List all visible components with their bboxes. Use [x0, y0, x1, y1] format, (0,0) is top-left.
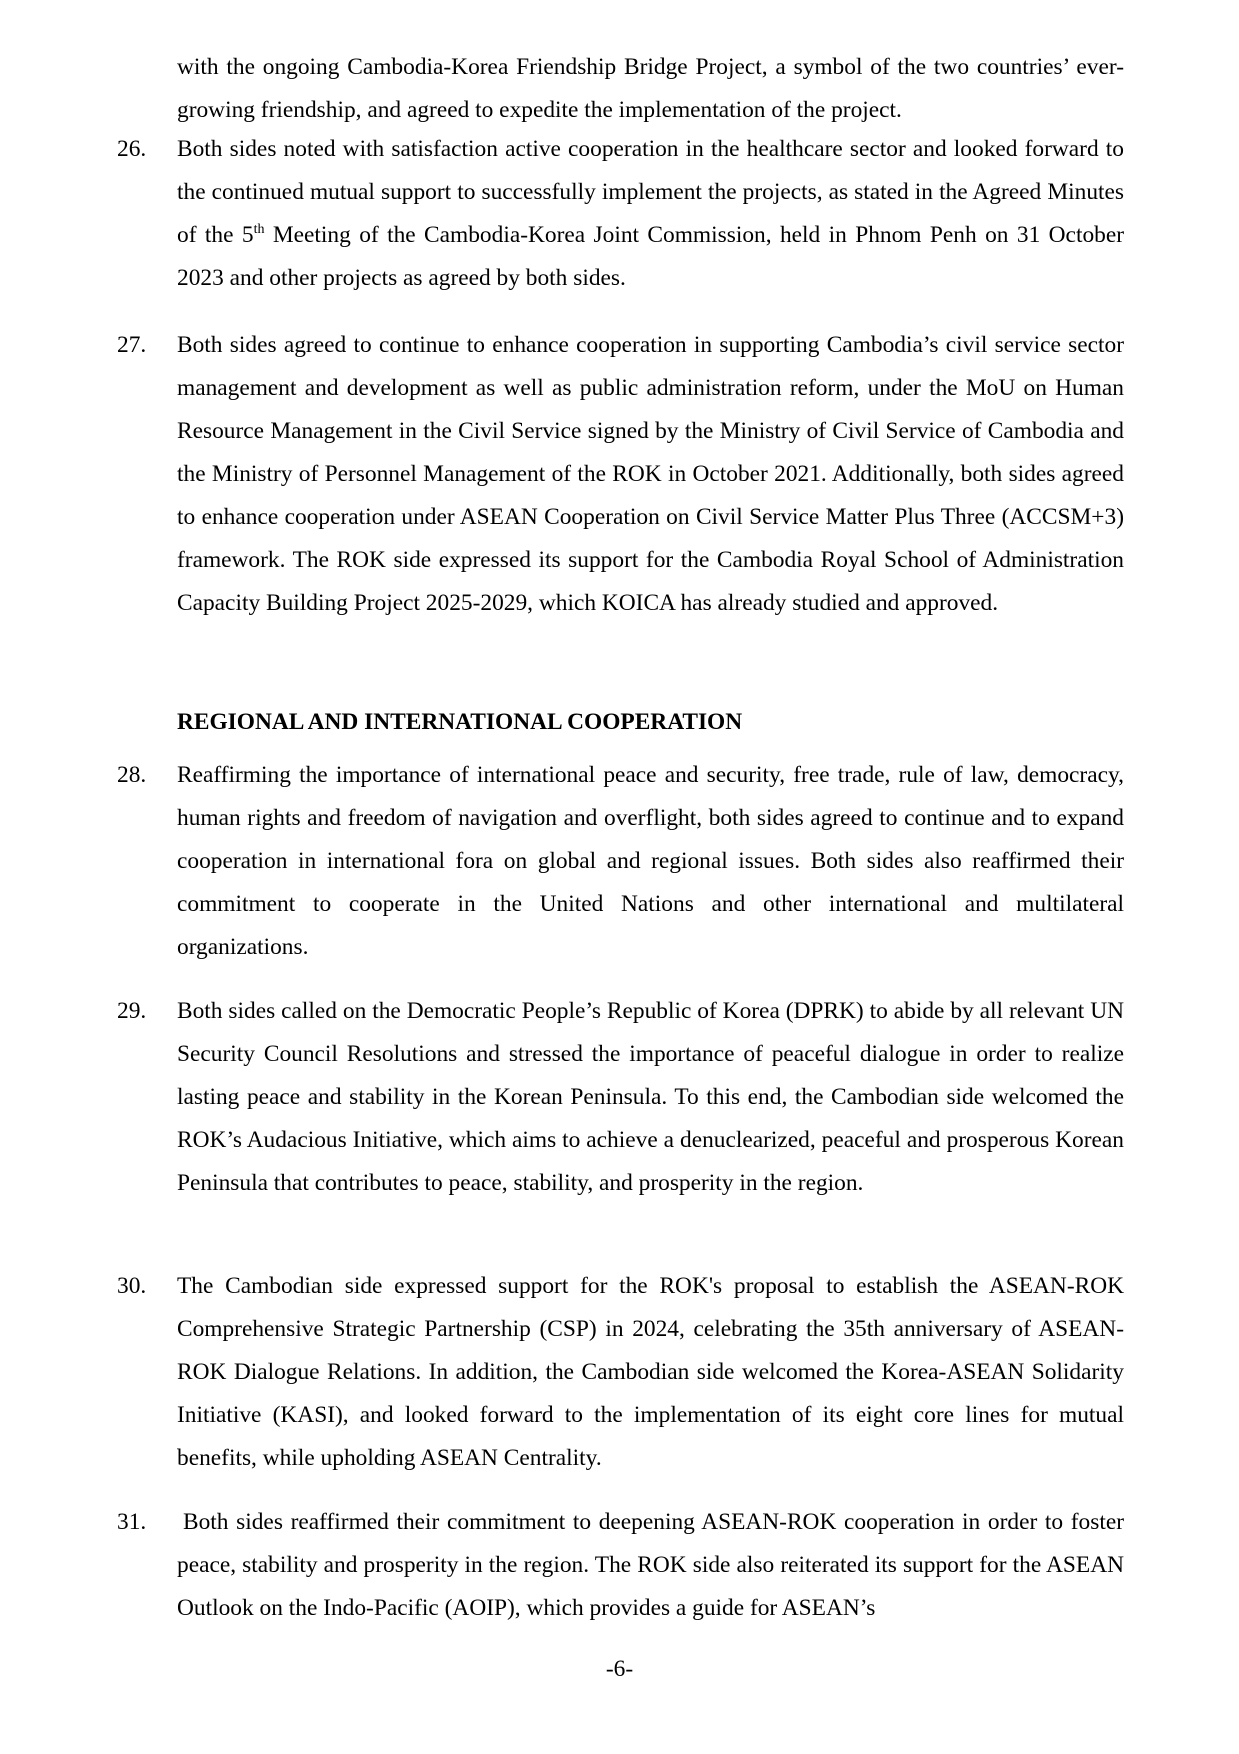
paragraph-26: [177, 128, 1124, 300]
paragraph-28: Reaffirming the importance of international peace and security, free trade, rule of law, democracy, human rights and freedom of navigation and overflight, both sides agreed to continue and to expand cooperation in international fora on global and regional issues. Both sides also reaffirmed their commitment to cooperate in the United Nations and other international and multilateral organizations.: [177, 762, 1124, 960]
section-heading: REGIONAL AND INTERNATIONAL COOPERATION: [177, 709, 743, 735]
paragraph-29: Both sides called on the Democratic People’s Republic of Korea (DPRK) to abide by all relevant UN Security Council Resolutions and stressed the importance of peaceful dialogue in order to realize lasting peace and stability in the Korean Peninsula. To this end, the Cambodian side welcomed the ROK’s Audacious Initiative, which aims to achieve a denuclearized, peaceful and prosperous Korean Peninsula that contributes to peace, stability, and prosperity in the region.: [177, 998, 1124, 1196]
paragraph-27: Both sides agreed to continue to enhance cooperation in supporting Cambodia’s civil service sector management and development as well as public administration reform, under the MoU on Human Resource Management in the Civil Service signed by the Ministry of Civil Service of Cambodia and the Ministry of Personnel Management of the ROK in October 2021. Additionally, both sides agreed to enhance cooperation under ASEAN Cooperation on Civil Service Matter Plus Three (ACCSM+3) framework. The ROK side expressed its support for the Cambodia Royal School of Administration Capacity Building Project 2025-2029, which KOICA has already studied and approved.: [177, 332, 1124, 616]
continuation-paragraph: with the ongoing Cambodia-Korea Friendship Bridge Project, a symbol of the two countries’ ever-growing friendship, and agreed to expedite the implementation of the project.: [177, 54, 1124, 123]
paragraph-number-31: 31.: [117, 1509, 147, 1535]
paragraph-30: The Cambodian side expressed support for the ROK's proposal to establish the ASEAN-ROK Comprehensive Strategic Partnership (CSP) in 2024, celebrating the 35th anniversary of ASEAN-ROK Dialogue Relations. In addition, the Cambodian side welcomed the Korea-ASEAN Solidarity Initiative (KASI), and looked forward to the implementation of its eight core lines for mutual benefits, while upholding ASEAN Centrality.: [177, 1273, 1124, 1471]
paragraph-number-30: 30.: [117, 1273, 147, 1299]
paragraph-26-text-b: Meeting of the Cambodia-Korea Joint Commission, held in Phnom Penh on 31 October 2023 and other projects as agreed by both sides.: [177, 222, 1125, 291]
paragraph-number-26: 26.: [117, 136, 147, 162]
paragraph-26-superscript: th: [253, 222, 265, 238]
paragraph-26-text-a: Both sides noted with satisfaction active cooperation in the healthcare sector and looked forward to the continued mutual support to successfully implement the projects, as stated in the Agreed Minutes of the 5: [177, 136, 1124, 248]
paragraph-number-29: 29.: [117, 998, 147, 1024]
page-number: -6-: [605, 1656, 634, 1682]
paragraph-number-27: 27.: [117, 332, 147, 358]
paragraph-31: Both sides reaffirmed their commitment to deepening ASEAN-ROK cooperation in order to foster peace, stability and prosperity in the region. The ROK side also reiterated its support for the ASEAN Outlook on the Indo-Pacific (AOIP), which provides a guide for ASEAN’s: [177, 1509, 1124, 1621]
paragraph-number-28: 28.: [117, 762, 147, 788]
